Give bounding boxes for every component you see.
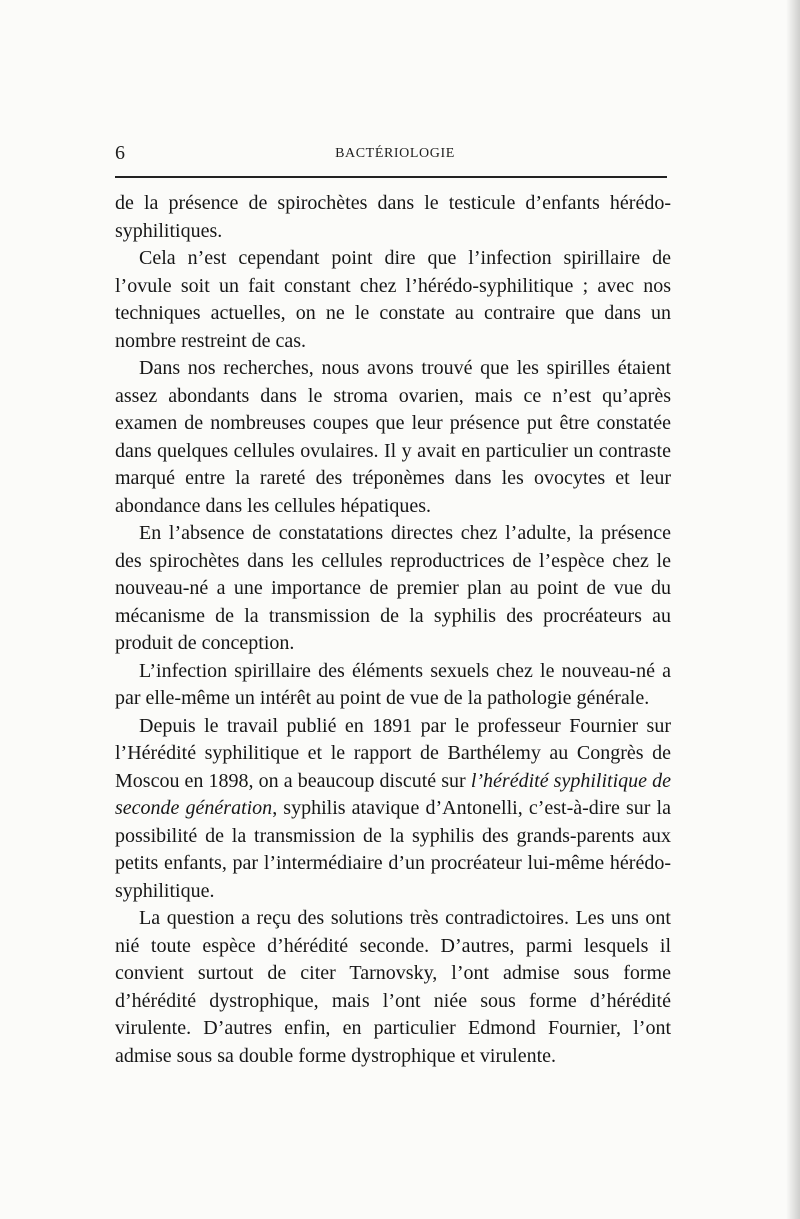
paragraph-6-text-b: , syphilis atavique d’Antonelli, c’est-à-dire sur la possibilité de la transmission de la syphilis des grands-parents aux petits enfants, par l’intermédiaire d’un procréateur lui-même hérédo-syphilitique. [115,797,671,902]
page-edge-shadow [786,0,800,1219]
paragraph-5: L’infection spirillaire des éléments sexuels chez le nouveau-né a par elle-même un intérêt au point de vue de la pathologie générale. [115,659,671,709]
paragraph-4: En l’absence de constatations directes chez l’adulte, la présence des spirochètes dans les cellules reproductrices de l’espèce chez le nouveau-né a une importance de premier plan au point de vue du mécanisme de la transmission de la syphilis des procréateurs au produit de conception. [115,522,671,654]
header-rule [115,176,667,178]
body-text [115,190,671,1070]
paragraph-3: Dans nos recherches, nous avons trouvé que les spirilles étaient assez abondants dans le stroma ovarien, mais ce n’est qu’après examen de nombreuses coupes que leur présence put être constatée dans quelques cellules ovulaires. Il y avait en particulier un contraste marqué entre la rareté des tréponèmes dans les ovocytes et leur abondance dans les cellules hépatiques. [115,357,671,517]
paragraph-7: La question a reçu des solutions très contradictoires. Les uns ont nié toute espèce d’hérédité seconde. D’autres, parmi lesquels il convient surtout de citer Tarnovsky, l’ont admise sous forme d’hérédité dystrophique, mais l’ont niée sous forme d’hérédité virulente. D’autres enfin, en particulier Edmond Fournier, l’ont admise sous sa double forme dystrophique et virulente. [115,907,671,1067]
paragraph-6-text-a: Depuis le travail publié en 1891 par le professeur Fournier sur l’Hérédité syphilitique et le rapport de Barthélemy au Congrès de Moscou en 1898, on a beaucoup discuté sur [115,714,671,792]
paragraph-6-italic-term: l’hérédité syphilitique de seconde génération [115,769,671,819]
paragraph-6 [115,713,671,906]
running-head [115,142,675,172]
paragraph-2: Cela n’est cependant point dire que l’infection spirillaire de l’ovule soit un fait constant chez l’hérédo-syphilitique ; avec nos techniques actuelles, on ne le constate au contraire que dans un nombre restreint de cas. [115,247,671,352]
running-title: BACTÉRIOLOGIE [335,146,455,161]
page-number: 6 [115,142,125,164]
paragraph-1: de la présence de spirochètes dans le testicule d’enfants hérédo-syphilitiques. [115,192,671,242]
